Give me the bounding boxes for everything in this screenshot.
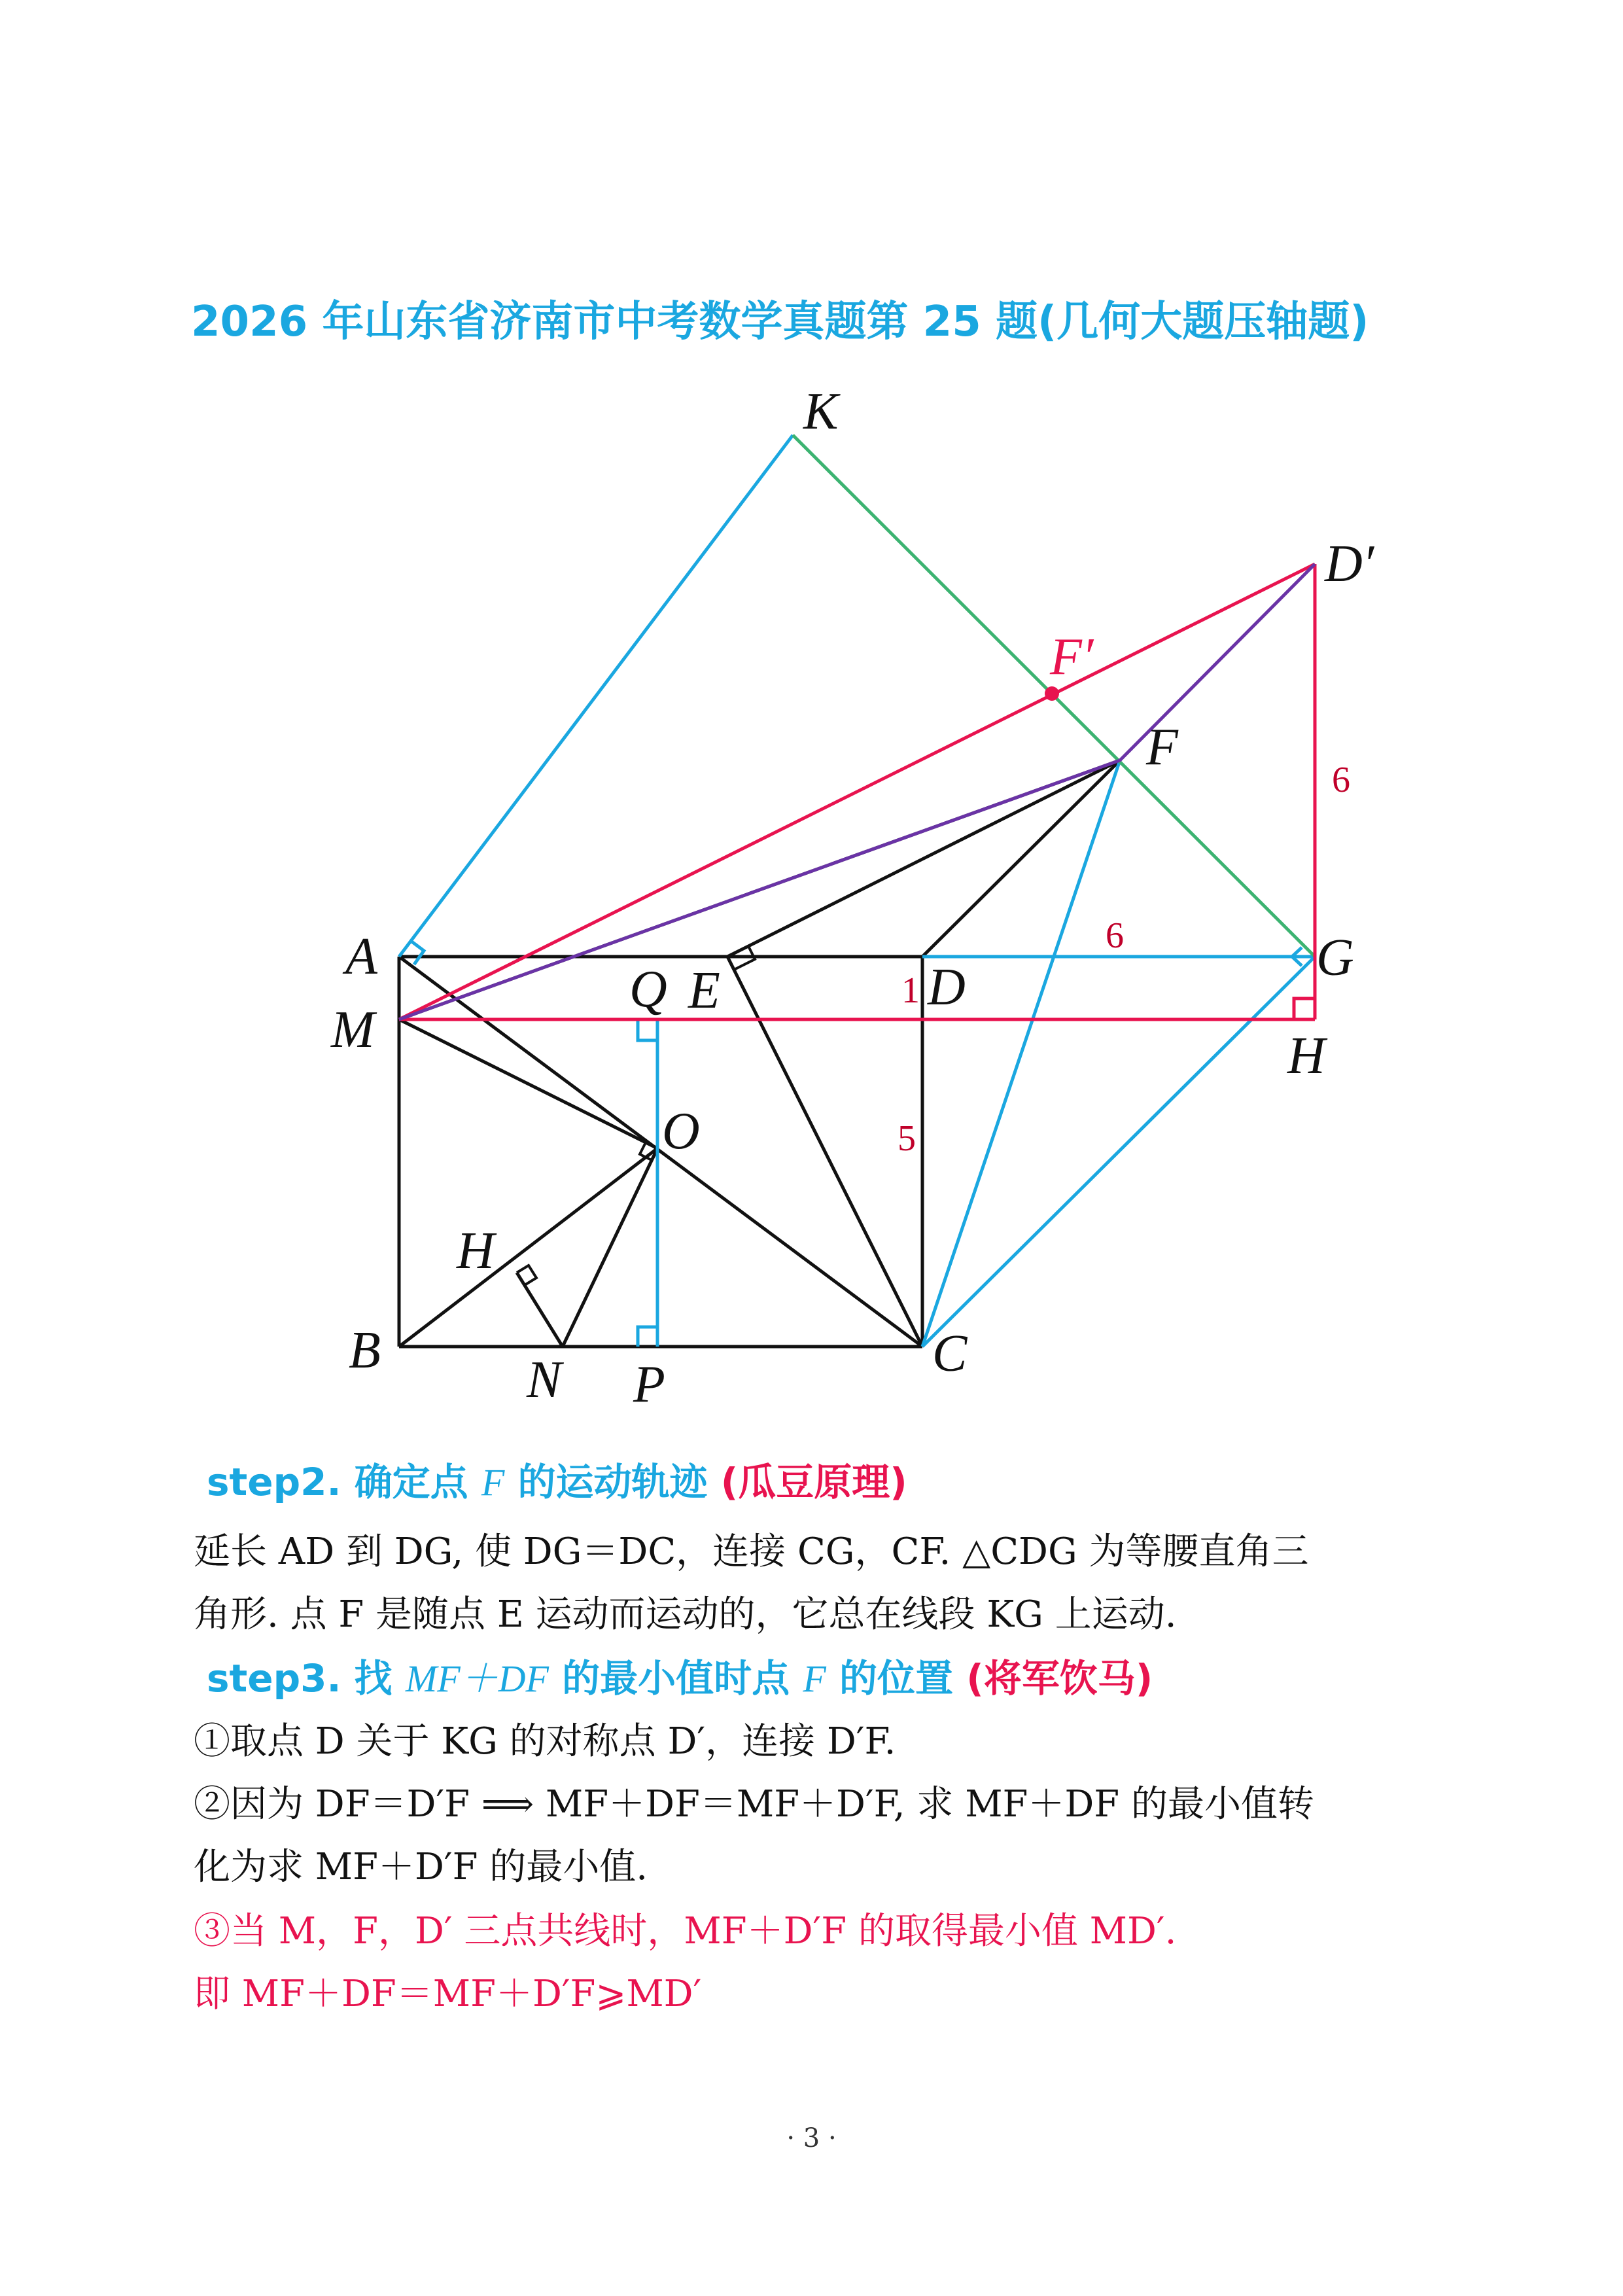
- segment-cf: [922, 760, 1120, 1347]
- page-number: · 3 ·: [786, 2123, 837, 2153]
- step3-label: step3. 找: [207, 1656, 393, 1701]
- label-k: K: [803, 383, 839, 440]
- label-q: Q: [629, 961, 667, 1018]
- step2-line1: 延长 AD 到 DG, 使 DG＝DC，连接 CG，CF. △CDG 为等腰直角三: [194, 1530, 1309, 1573]
- label-p: P: [633, 1356, 665, 1413]
- label-o: O: [662, 1103, 700, 1160]
- segment-bo: [399, 1148, 657, 1347]
- step2-label-after: 的运动轨迹: [517, 1460, 708, 1504]
- step3-tag: (将军饮马): [966, 1656, 1153, 1701]
- label-g: G: [1316, 929, 1354, 987]
- length-gd-prime: 6: [1332, 760, 1350, 800]
- label-f: F: [1146, 718, 1178, 776]
- step3-item3: ③当 M，F，D′ 三点共线时，MF＋D′F 的取得最小值 MD′.: [194, 1910, 1177, 1952]
- segment-nh: [517, 1273, 563, 1347]
- label-d: D: [928, 959, 966, 1016]
- label-h-left: H: [457, 1222, 495, 1280]
- step2-var: F: [481, 1461, 505, 1504]
- right-angle-h-right: [1294, 998, 1315, 1019]
- segment-ef: [727, 760, 1120, 957]
- step2-heading: [207, 1451, 907, 1506]
- step3-label-mid: 的最小值时点: [562, 1656, 790, 1701]
- segment-no: [563, 1148, 657, 1347]
- step2-line2: 角形. 点 F 是随点 E 运动而运动的，它总在线段 KG 上运动.: [194, 1593, 1177, 1636]
- step3-expr: MF＋DF: [405, 1657, 549, 1700]
- label-n: N: [527, 1351, 562, 1409]
- step3-label-after: 的位置: [839, 1656, 954, 1701]
- right-angle-a: [411, 941, 424, 964]
- segment-cg: [922, 957, 1315, 1347]
- step3-item4: 即 MF＋DF＝MF＋D′F⩾MD′: [194, 1973, 702, 2015]
- segment-ec: [727, 957, 922, 1347]
- segment-df: [922, 760, 1120, 957]
- segment-ak: [399, 435, 793, 957]
- label-m: M: [331, 1001, 375, 1059]
- label-f-prime: F′: [1050, 628, 1094, 686]
- step3-item1: ①取点 D 关于 KG 的对称点 D′，连接 D′F.: [194, 1720, 896, 1763]
- right-angle-q: [638, 1019, 657, 1040]
- right-angle-p: [638, 1327, 657, 1347]
- page-title: 2026 年山东省济南市中考数学真题第 25 题(几何大题压轴题): [191, 298, 1369, 346]
- step3-heading: [207, 1648, 1153, 1703]
- length-dg: 6: [1106, 915, 1124, 956]
- length-one: 1: [901, 970, 920, 1011]
- length-five: 5: [898, 1118, 916, 1159]
- label-a: A: [345, 928, 377, 985]
- point-f-prime: [1045, 686, 1059, 701]
- step3-item2b: 化为求 MF＋D′F 的最小值.: [194, 1846, 648, 1888]
- label-e: E: [688, 962, 720, 1019]
- label-h-right: H: [1287, 1027, 1325, 1085]
- step3-item2a: ②因为 DF＝D′F ⟹ MF＋DF＝MF＋D′F, 求 MF＋DF 的最小值转: [194, 1783, 1314, 1826]
- segment-mo: [399, 1019, 657, 1148]
- label-c: C: [932, 1325, 968, 1383]
- label-d-prime: D′: [1325, 535, 1374, 593]
- step2-tag: (瓜豆原理): [720, 1460, 907, 1504]
- step3-var: F: [803, 1657, 826, 1700]
- step2-label: step2. 确定点: [207, 1460, 468, 1504]
- label-b: B: [349, 1322, 381, 1379]
